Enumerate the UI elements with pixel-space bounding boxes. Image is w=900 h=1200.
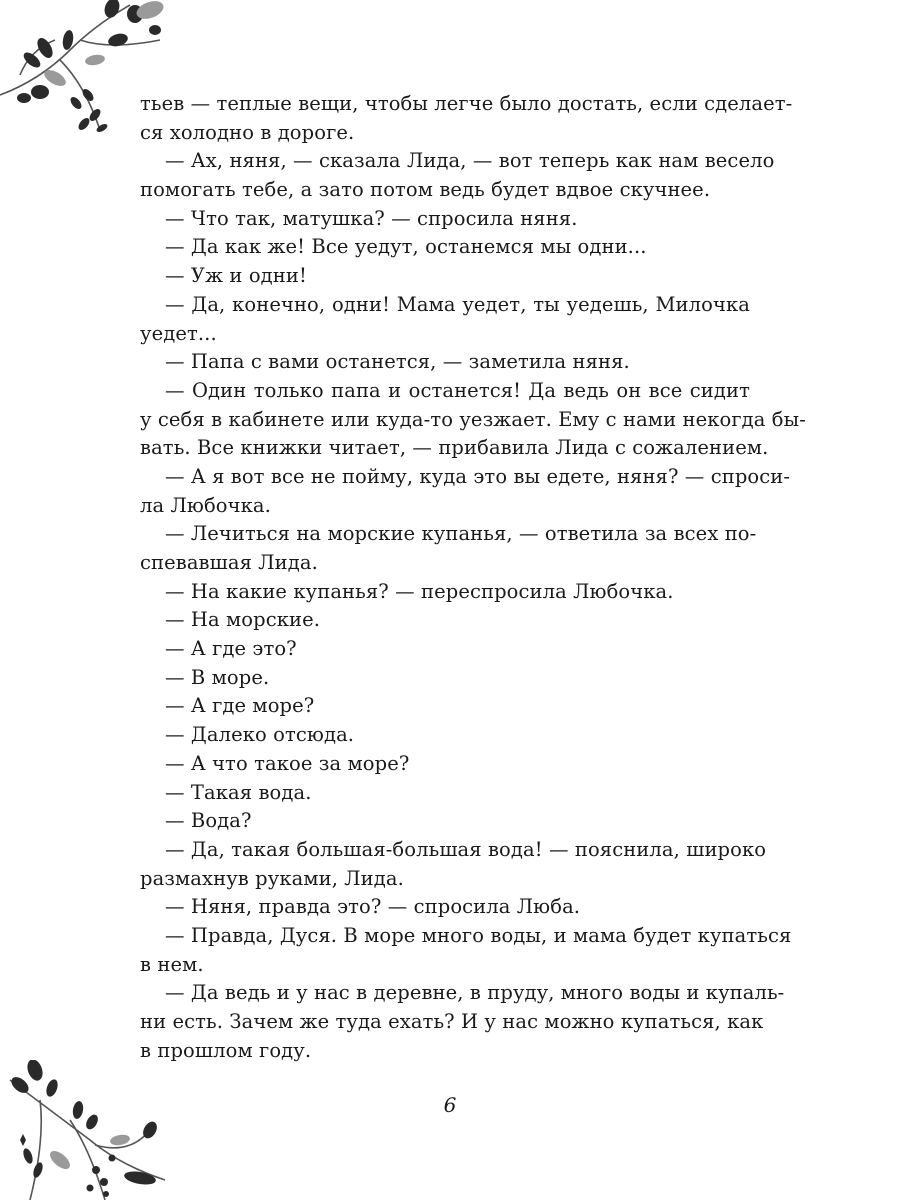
text-line: — Няня, правда это? — спросила Люба. xyxy=(165,895,581,919)
text-line: ся холодно в дороге. xyxy=(140,120,355,144)
text-line: — А я вот все не пойму, куда это вы едете, няня? — спроси- xyxy=(165,464,791,488)
body-text xyxy=(140,90,806,1065)
text-line: у себя в кабинете или куда-то уезжает. Ему с нами некогда бы- xyxy=(140,407,806,431)
text-line: ни есть. Зачем же туда ехать? И у нас можно купаться, как xyxy=(140,1010,764,1033)
text-line: — Лечиться на морские купанья, — ответила за всех по- xyxy=(165,522,757,546)
text-line: ла Любочка. xyxy=(140,493,271,517)
text-line: — В море. xyxy=(165,665,270,689)
text-line: — Такая вода. xyxy=(165,780,312,804)
text-line: — Правда, Дуся. В море много воды, и мама будет купаться xyxy=(165,923,792,947)
text-line: тьев — теплые вещи, чтобы легче было достать, если сделает- xyxy=(140,92,793,115)
page-number: 6 xyxy=(443,1093,457,1117)
text-line: уедет... xyxy=(140,321,217,345)
text-line: — Папа с вами останется, — заметила няня. xyxy=(165,350,630,374)
text-line: — Ах, няня, — сказала Лида, — вот теперь как нам весело xyxy=(165,149,775,173)
text-line: размахнув руками, Лида. xyxy=(140,866,404,890)
text-line: в прошлом году. xyxy=(140,1038,312,1062)
text-line: — Уж и одни! xyxy=(165,264,307,288)
text-line: — Далеко отсюда. xyxy=(165,723,355,747)
text-line: — На морские. xyxy=(165,608,321,632)
text-line: — А где это? xyxy=(165,637,297,661)
text-line: — На какие купанья? — переспросила Любочка. xyxy=(165,579,674,603)
text-line: — Вода? xyxy=(165,809,252,833)
text-line: — Да ведь и у нас в деревне, в пруду, много воды и купаль- xyxy=(165,981,785,1005)
text-line: вать. Все книжки читает, — прибавила Лида с сожалением. xyxy=(140,436,769,460)
floral-ornament-bottom xyxy=(0,1060,170,1200)
text-line: спевавшая Лида. xyxy=(140,551,318,574)
text-line: — А что такое за море? xyxy=(165,751,410,775)
text-line: — А где море? xyxy=(165,694,315,718)
text-line: в нем. xyxy=(140,952,204,976)
text-line: — Да, конечно, одни! Мама уедет, ты уедешь, Милочка xyxy=(165,292,750,316)
text-line: — Один только папа и останется! Да ведь он все сидит xyxy=(165,378,750,402)
text-line: — Да, такая большая-большая вода! — пояснила, широко xyxy=(165,837,767,861)
text-line: — Да как же! Все уедут, останемся мы одни... xyxy=(165,235,647,259)
text-line: помогать тебе, а зато потом ведь будет вдвое скучнее. xyxy=(140,178,711,202)
text-line: — Что так, матушка? — спросила няня. xyxy=(165,206,578,230)
